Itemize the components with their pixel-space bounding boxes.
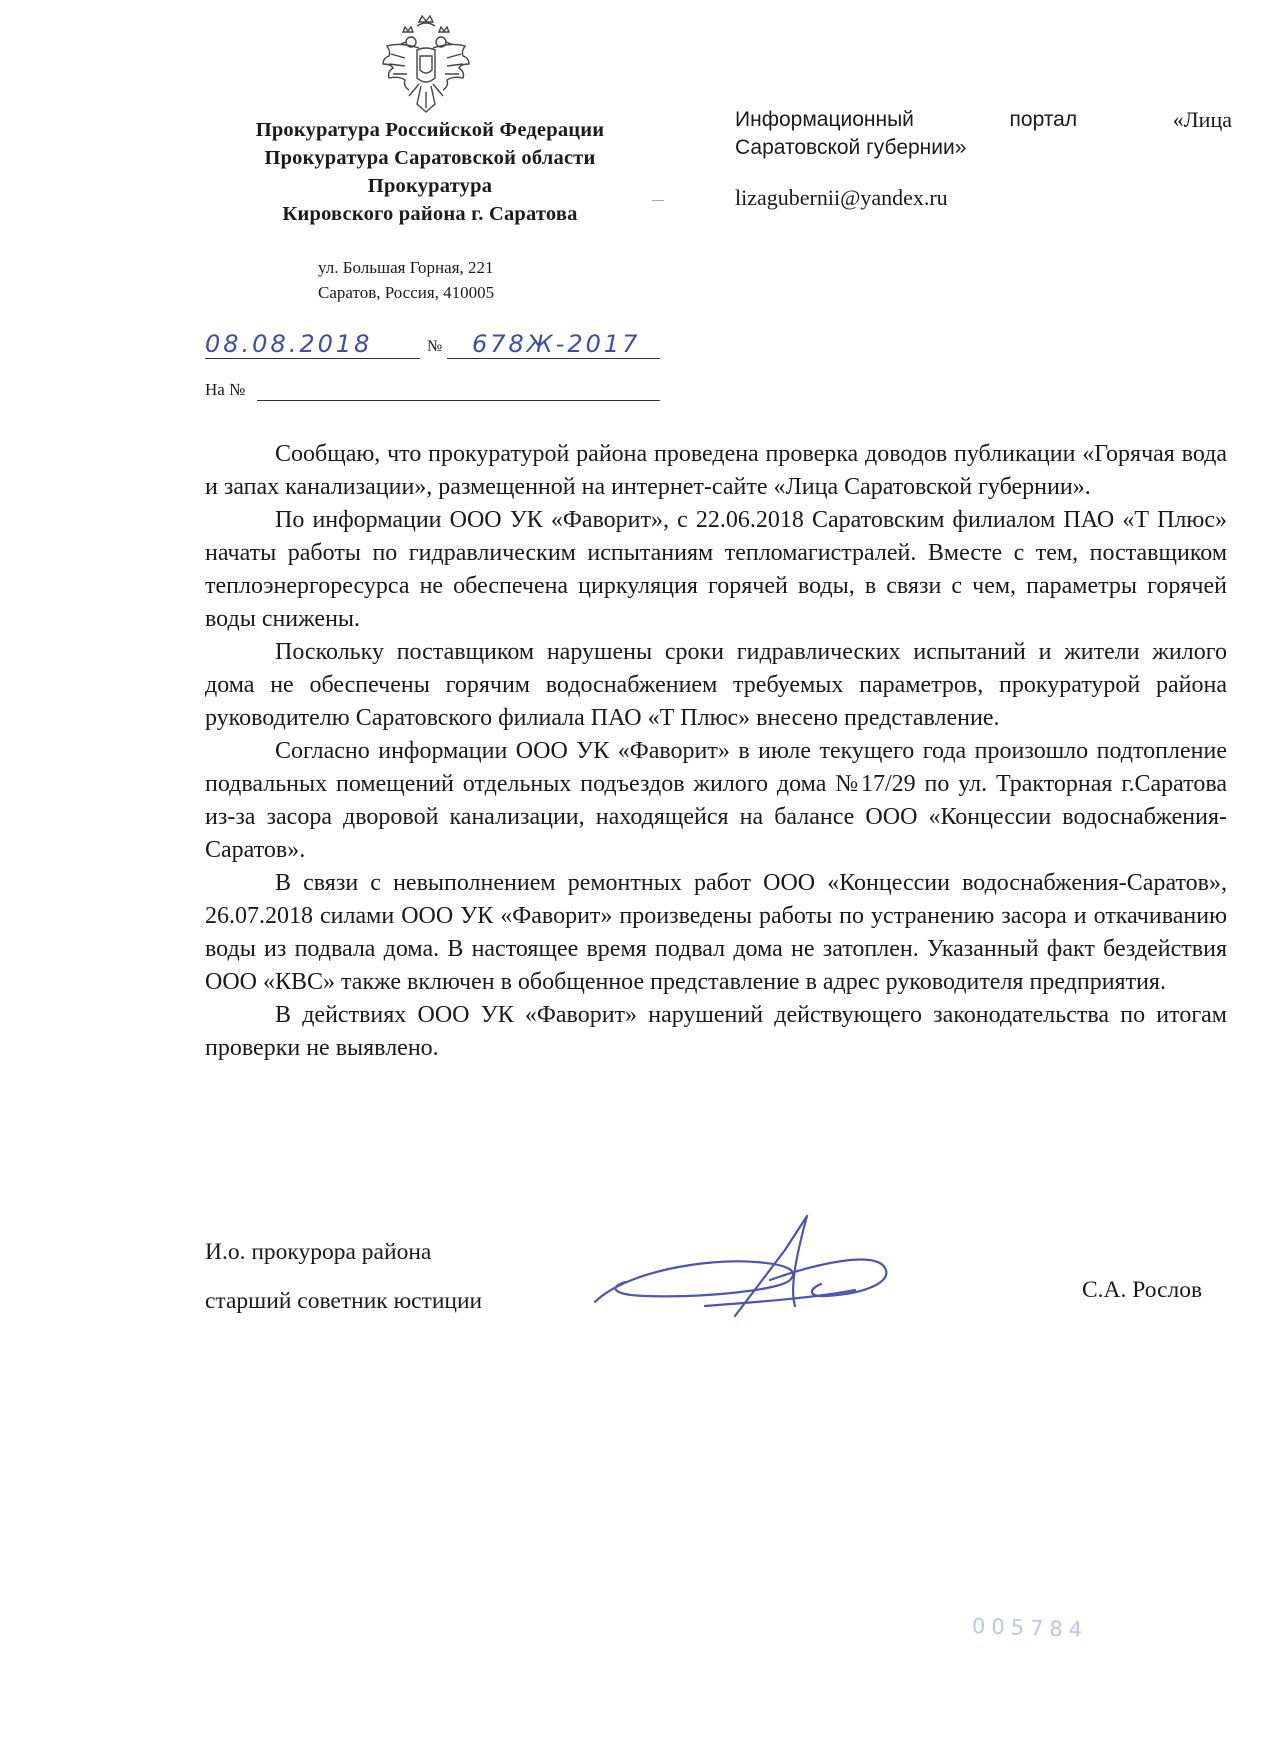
signatory-name: С.А. Рослов	[1082, 1277, 1203, 1303]
org-line-prokuratura: Прокуратура	[367, 175, 493, 197]
recipient-word-3: «Лица	[1172, 107, 1232, 132]
signatory-position-line-1: И.о. прокурора района	[205, 1239, 432, 1265]
registration-number-rule	[447, 358, 660, 359]
recipient-word-1: Информационный	[735, 108, 914, 131]
body-paragraph-2: По информации ООО УК «Фаворит», с 22.06.2018 Саратовским филиалом ПАО «Т Плюс» начаты работы по гидравлическим испытаниям тепломагистралей. Вместе с тем, поставщиком теплоэнергоресурса не обеспечена циркуляция горячей воды, в связи с чем, параметры горячей воды снижены.	[205, 507, 1227, 632]
letter-body	[205, 438, 1227, 1065]
reference-rule	[257, 400, 660, 401]
body-paragraph-5: В связи с невыполнением ремонтных работ ООО «Концессии водоснабжения-Саратов», 26.07.2018 силами ООО УК «Фаворит» произведены работы по устранению засора и откачиванию воды из подвала дома. В настоящее время подвал дома не затоплен. Указанный факт бездействия ООО «КВС» также включен в обобщенное представление в адрес руководителя предприятия.	[205, 870, 1227, 995]
signatory-position	[205, 1228, 482, 1326]
recipient-email: lizagubernii@yandex.ru	[735, 185, 948, 210]
recipient-word-2: портал	[1009, 108, 1078, 131]
org-line-regional: Прокуратура Саратовской области	[264, 147, 596, 169]
registration-date: 08.08.2018	[205, 330, 373, 358]
reference-line	[205, 380, 660, 406]
registration-number-sign: №	[427, 338, 443, 355]
recipient-line-2: Саратовской губернии»	[735, 136, 967, 159]
recipient-line-1	[735, 106, 1232, 134]
registration-date-rule	[205, 358, 420, 359]
body-paragraph-6: В действиях ООО УК «Фаворит» нарушений действующего законодательства по итогам проверки не выявлено.	[205, 1002, 1227, 1061]
body-paragraph-4: Согласно информации ООО УК «Фаворит» в июле текущего года произошло подтопление подвальных помещений отдельных подъездов жилого дома №17/29 по ул. Тракторная г.Саратова из-за засора дворовой канализации, находящейся на балансе ООО «Концессии водоснабжения-Саратов».	[205, 738, 1227, 863]
recipient-block	[735, 106, 1232, 212]
handwritten-signature	[585, 1210, 910, 1335]
reference-label: На №	[205, 380, 246, 399]
org-line-district: Кировского района г. Саратова	[282, 203, 578, 225]
registration-number: 678Ж-2017	[472, 330, 641, 358]
coat-of-arms-emblem-icon	[375, 14, 477, 118]
signatory-position-line-2: старший советник юстиции	[205, 1288, 483, 1314]
address-street: ул. Большая Горная, 221	[318, 258, 494, 277]
body-paragraph-1: Сообщаю, что прокуратурой района проведена проверка доводов публикации «Горячая вода и запах канализации», размещенной на интернет-сайте «Лица Саратовской губернии».	[205, 441, 1227, 500]
scan-mark-divider	[652, 200, 664, 201]
body-paragraph-3: Поскольку поставщиком нарушены сроки гидравлических испытаний и жители жилого дома не обеспечены горячим водоснабжением требуемых параметров, прокуратурой района руководителю Саратовского филиала ПАО «Т Плюс» внесено представление.	[205, 639, 1227, 731]
document-serial-stamp: 005784	[971, 1613, 1089, 1643]
issuer-address	[318, 255, 494, 305]
issuer-organization-block	[205, 116, 655, 228]
org-line-federal: Прокуратура Российской Федерации	[255, 119, 605, 141]
address-city: Саратов, Россия, 410005	[318, 283, 495, 302]
registration-line	[205, 330, 660, 360]
